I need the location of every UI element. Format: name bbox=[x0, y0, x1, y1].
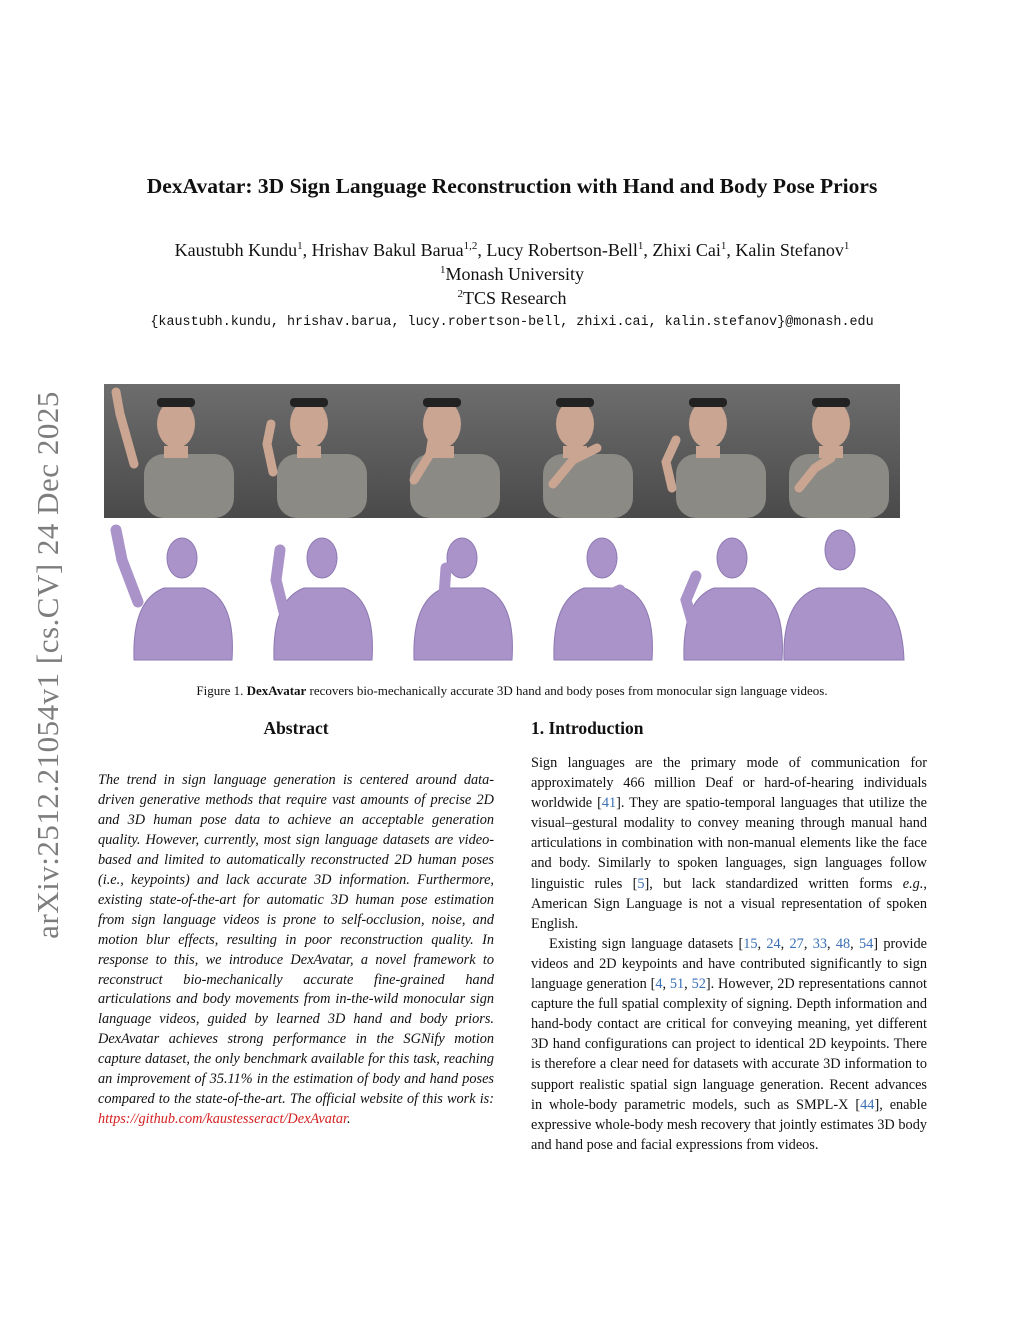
citation-link[interactable]: 15 bbox=[743, 935, 758, 952]
avatar-mesh bbox=[116, 530, 232, 660]
affiliation-number: 1 bbox=[440, 264, 446, 276]
text-run: ], enable expressive whole-body mesh recovery that jointly estimates 3D body and hand pose and facial expressions from videos. bbox=[531, 1096, 927, 1153]
author: Lucy Robertson-Bell bbox=[486, 240, 638, 260]
citation-link[interactable]: 24 bbox=[766, 935, 781, 952]
abstract-heading: Abstract bbox=[263, 718, 329, 738]
text-run: ]. However, 2D representations cannot capture the full spatial complexity of signing. Depth information and hand-body contact are critical for conveying meaning, yet different 3D hand configurations can project to identical 2D keypoints. There is therefore a clear need for datasets with accurate 3D information to support realistic spatial sign language generation. Recent advances in whole-body parametric models, such as SMPL-X [ bbox=[531, 976, 927, 1113]
author-affiliation-mark: 1 bbox=[720, 240, 727, 252]
affiliation-number: 2 bbox=[457, 288, 463, 300]
avatar-mesh bbox=[274, 538, 373, 660]
author: Kaustubh Kundu bbox=[174, 240, 298, 260]
citation-link[interactable]: 33 bbox=[812, 935, 827, 952]
text-run: ] provide videos and 2D keypoints and have contributed significantly to sign language generation [ bbox=[531, 935, 928, 993]
citation-link[interactable]: 44 bbox=[860, 1096, 875, 1113]
arxiv-side-stamp bbox=[28, 370, 68, 960]
github-link[interactable]: https://github.com/kaustesseract/DexAvatar bbox=[98, 1111, 347, 1128]
affiliation-1 bbox=[0, 264, 1024, 285]
affiliation-2 bbox=[0, 288, 1024, 309]
introduction-heading: 1. Introduction bbox=[531, 718, 644, 738]
author: Zhixi Cai bbox=[652, 240, 721, 260]
citation-link[interactable]: 4 bbox=[655, 976, 663, 993]
avatar-mesh bbox=[784, 530, 904, 660]
figure-avatar-meshes bbox=[104, 520, 924, 666]
abstract-text bbox=[98, 771, 494, 1130]
citation-link[interactable]: 54 bbox=[859, 935, 874, 952]
figure-caption bbox=[0, 683, 1024, 699]
author-emails: {kaustubh.kundu, hrishav.barua, lucy.robertson-bell, zhixi.cai, kalin.stefanov}@monash.edu bbox=[150, 315, 874, 330]
figure-caption-bold: DexAvatar bbox=[246, 683, 307, 698]
intro-paragraph-1 bbox=[531, 753, 927, 934]
author-list: Kaustubh Kundu$^1$, Hrishav Bakul Barua$^{1,2}$, Lucy Robertson-Bell$^1$, Zhixi Cai$^1$, Kalin Stefanov$^1$ bbox=[174, 240, 850, 260]
citation-link[interactable]: 41 bbox=[601, 795, 617, 812]
author-affiliation-mark: 1 bbox=[843, 240, 850, 252]
author: Hrishav Bakul Barua bbox=[311, 240, 464, 260]
abstract-end: . bbox=[346, 1111, 351, 1128]
abstract-paragraph: The trend in sign language generation is centered around data-driven generative methods that require vast amounts of precise 2D and 3D human pose data to achieve an acceptable generation quality. However, currently, most sign language datasets are video-based and limited to automatically reconstructed 2D human poses (i.e., keypoints) and lack accurate 3D information. Furthermore, existing state-of-the-art for automatic 3D human pose estimation from sign language videos is prone to self-occlusion, noise, and motion blur effects, resulting in poor reconstruction quality. In response to this, we introduce DexAvatar, a novel framework to reconstruct bio-mechanically accurate fine-grained hand articulations and body movements from in-the-wild monocular sign language videos, guided by learned 3D hand and body priors. DexAvatar achieves strong performance in the SGNify motion capture dataset, the only benchmark available for this task, reaching an improvement of 35.11% in the estimation of body and hand poses compared to the state-of-the-art. The official website of this work is: bbox=[98, 772, 494, 1108]
citation-link[interactable]: 48 bbox=[835, 935, 851, 952]
figure-caption-text: recovers bio-mechanically accurate 3D hand and body poses from monocular sign language videos. bbox=[309, 683, 828, 698]
affiliation-name: Monash University bbox=[445, 264, 584, 284]
affiliation-name: TCS Research bbox=[463, 288, 567, 308]
author-affiliation-mark: 1 bbox=[637, 240, 644, 252]
introduction-text bbox=[531, 753, 927, 1155]
paper-title: DexAvatar: 3D Sign Language Reconstruction with Hand and Body Pose Priors bbox=[146, 174, 878, 198]
avatar-mesh bbox=[414, 538, 513, 660]
avatar-mesh bbox=[684, 538, 783, 660]
figure-video-frames bbox=[104, 384, 900, 518]
text-run: Sign languages are the primary mode of communication for approximately 466 million Deaf or hard-of-hearing individuals worldwide [ bbox=[531, 755, 927, 812]
citation-link[interactable]: 51 bbox=[669, 976, 685, 993]
text-run: , American Sign Language is not a visual representation of spoken English. bbox=[531, 875, 927, 932]
arxiv-id-text: arXiv:2512.21054v1 [cs.CV] 24 Dec 2025 bbox=[30, 391, 65, 939]
citation-link[interactable]: 27 bbox=[789, 935, 804, 952]
citation-link[interactable]: 5 bbox=[637, 875, 645, 892]
author: Kalin Stefanov bbox=[735, 240, 844, 260]
text-run: Existing sign language datasets [ bbox=[549, 935, 744, 952]
author-affiliation-mark: 1,2 bbox=[463, 240, 478, 252]
text-run: ], but lack standardized written forms bbox=[644, 875, 903, 892]
avatar-meshes-illustration bbox=[104, 520, 924, 666]
intro-paragraph-2: Existing sign language datasets [15, 24, 27, 33, 48, 54] provide videos and 2D keypoints and have contributed significantly to sign language generation [4, 51, 52]. However, 2D representations cannot capture the full spatial complexity of signing. Depth information and hand-body contact are critical for conveying meaning, yet different 3D hand configurations can project to identical 2D keypoints. There is therefore a clear need for datasets with accurate 3D information to support realistic spatial sign language generation. Recent advances in whole-body parametric models, such as SMPL-X [44], enable expressive whole-body mesh recovery that jointly estimates 3D body and hand pose and facial expressions from videos. bbox=[531, 935, 928, 1153]
figure-label: Figure 1. bbox=[196, 683, 244, 698]
text-run: ]. They are spatio-temporal languages that utilize the visual–gestural modality to convey meaning through manual hand articulations in combination with non-manual elements like the face and body. Similarly to spoken languages, sign languages follow linguistic rules [ bbox=[531, 795, 927, 892]
video-frames-illustration bbox=[104, 384, 900, 518]
author-affiliation-mark: 1 bbox=[297, 240, 303, 252]
avatar-mesh bbox=[554, 538, 653, 660]
text-run-italic: e.g. bbox=[902, 875, 924, 892]
citation-link[interactable]: 52 bbox=[691, 976, 706, 993]
